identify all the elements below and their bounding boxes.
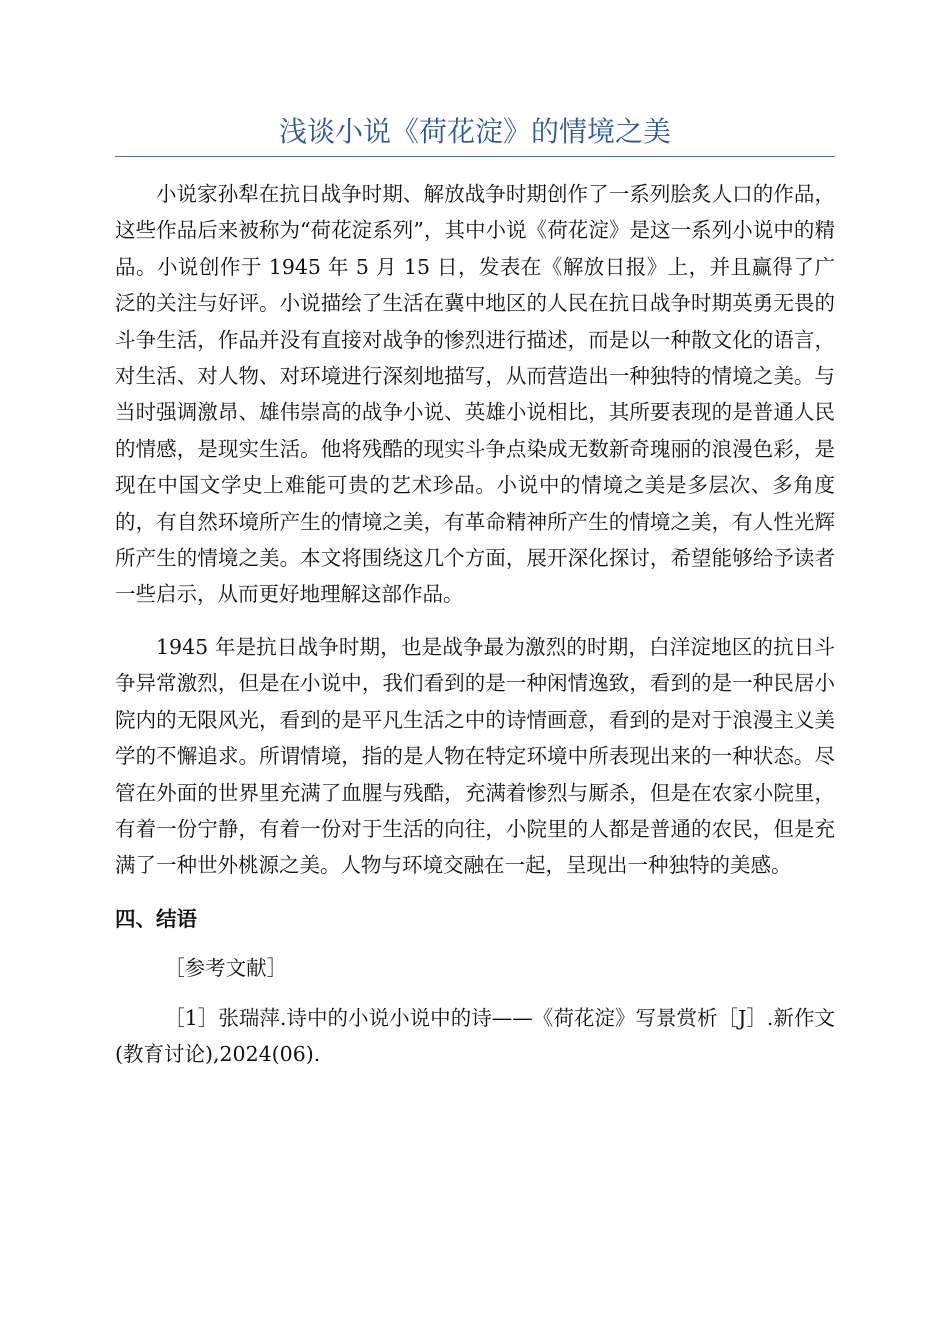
reference-item-1: ［1］张瑞萍.诗中的小说小说中的诗——《荷花淀》写景赏析［J］.新作文(教育讨论),2024(06).: [115, 1005, 835, 1067]
body-paragraph-1: 小说家孙犁在抗日战争时期、解放战争时期创作了一系列脍炙人口的作品，这些作品后来被称为“荷花淀系列”，其中小说《荷花淀》是这一系列小说中的精品。小说创作于 1945 年 5 月 15 日，发表在《解放日报》上，并且赢得了广泛的关注与好评。小说描绘了生活在冀中地区的人民在抗日战争时期英勇无畏的斗争生活，作品并没有直接对战争的惨烈进行描述，而是以一种散文化的语言，对生活、对人物、对环境进行深刻地描写，从而营造出一种独特的情境之美。与当时强调激昂、雄伟崇高的战争小说、英雄小说相比，其所要表现的是普通人民的情感，是现实生活。他将残酷的现实斗争点染成无数新奇瑰丽的浪漫色彩，是现在中国文学史上难能可贵的艺术珍品。小说中的情境之美是多层次、多角度的，有自然环境所产生的情境之美，有革命精神所产生的情境之美，有人性光辉所产生的情境之美。本文将围绕这几个方面，展开深化探讨，希望能够给予读者一些启示，从而更好地理解这部作品。: [115, 182, 835, 607]
document-page: [115, 110, 835, 1073]
body-paragraph-2: 1945 年是抗日战争时期，也是战争最为激烈的时期，白洋淀地区的抗日斗争异常激烈，但是在小说中，我们看到的是一种闲情逸致，看到的是一种民居小院内的无限风光，看到的是平凡生活之中的诗情画意，看到的是对于浪漫主义美学的不懈追求。所谓情境，指的是人物在特定环境中所表现出来的一种状态。尽管在外面的世界里充满了血腥与残酷，充满着惨烈与厮杀，但是在农家小院里，有着一份宁静，有着一份对于生活的向往，小院里的人都是普通的农民，但是充满了一种世外桃源之美。人物与环境交融在一起，呈现出一种独特的美感。: [115, 634, 835, 878]
section-heading-conclusion: 四、结语: [115, 906, 197, 931]
references-label: ［参考文献］: [164, 955, 288, 980]
document-title: 浅谈小说《荷花淀》的情境之美: [115, 110, 835, 157]
